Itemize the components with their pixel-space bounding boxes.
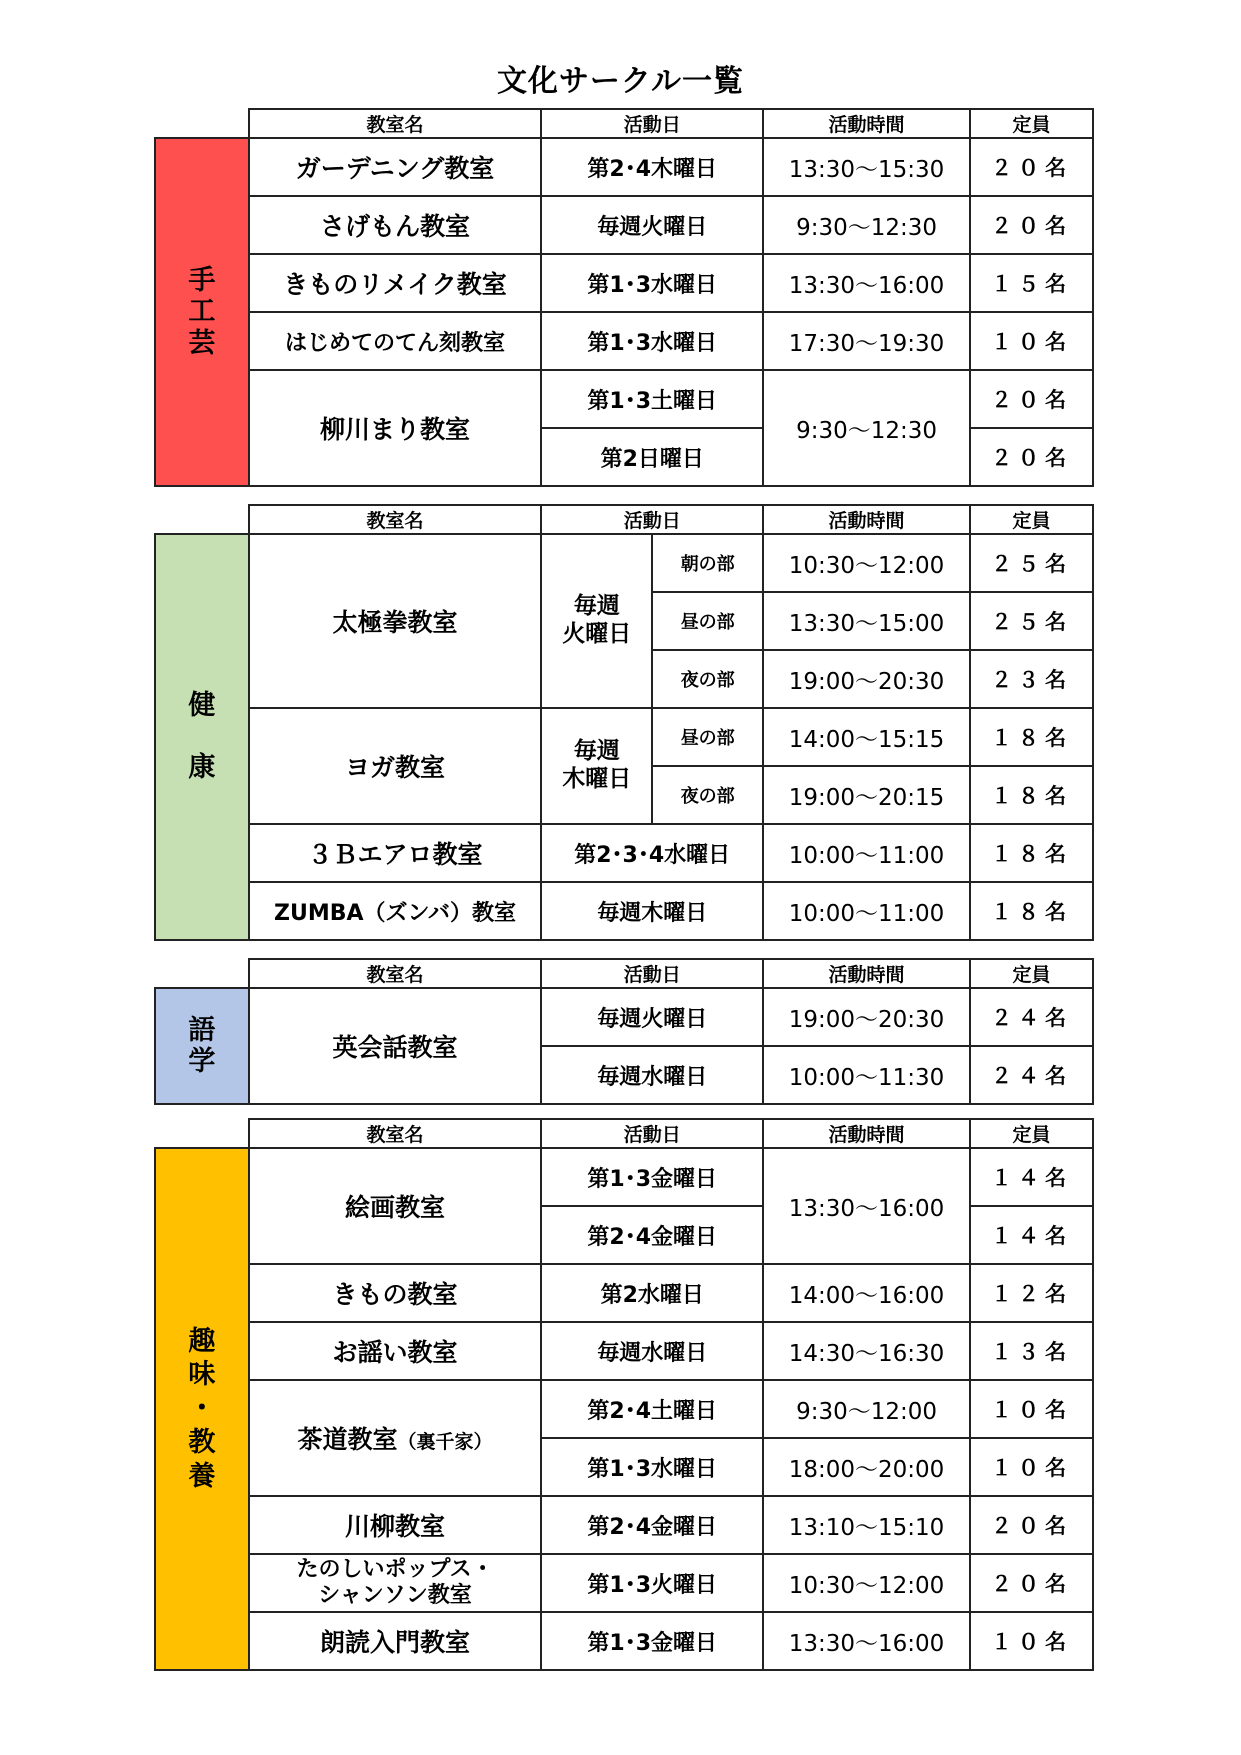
class-day: 毎週火曜日	[541, 196, 763, 254]
class-day: 毎週木曜日	[541, 882, 763, 940]
class-name: さげもん教室	[249, 196, 541, 254]
class-time: 9:30～12:30	[763, 370, 970, 486]
class-capacity: ２０名	[970, 428, 1093, 486]
class-day: 毎週水曜日	[541, 1046, 763, 1104]
class-time: 18:00～20:00	[763, 1438, 970, 1496]
class-part: 昼の部	[652, 592, 763, 650]
class-time: 14:00～16:00	[763, 1264, 970, 1322]
class-time: 19:00～20:30	[763, 988, 970, 1046]
class-day: 第1･3金曜日	[541, 1612, 763, 1670]
class-time: 17:30～19:30	[763, 312, 970, 370]
class-name: お謡い教室	[249, 1322, 541, 1380]
table-row	[155, 1612, 1093, 1670]
class-day: 第2日曜日	[541, 428, 763, 486]
class-day: 第2･4土曜日	[541, 1380, 763, 1438]
class-time: 19:00～20:15	[763, 766, 970, 824]
class-name: きものリメイク教室	[249, 254, 541, 312]
table-row	[155, 534, 1093, 592]
header-time: 活動時間	[763, 505, 970, 534]
class-day: 毎週 火曜日	[541, 534, 652, 708]
class-name-cell	[249, 1554, 541, 1612]
class-day: 毎週水曜日	[541, 1322, 763, 1380]
class-capacity: ２０名	[970, 370, 1093, 428]
class-name: ガーデニング教室	[249, 138, 541, 196]
class-name: 茶道教室	[297, 1425, 398, 1454]
class-name: きもの教室	[249, 1264, 541, 1322]
class-name: ヨガ教室	[249, 708, 541, 824]
class-name-note: （裏千家）	[397, 1431, 493, 1453]
class-capacity: ２０名	[970, 138, 1093, 196]
header-name: 教室名	[249, 505, 541, 534]
class-name-line1: たのしいポップス・	[296, 1556, 494, 1582]
class-capacity: ２０名	[970, 196, 1093, 254]
header-day: 活動日	[541, 959, 763, 988]
hobby-table	[154, 1118, 1094, 1671]
class-name: 朗読入門教室	[249, 1612, 541, 1670]
class-capacity: １０名	[970, 312, 1093, 370]
table-row	[155, 370, 1093, 428]
class-part: 朝の部	[652, 534, 763, 592]
class-day: 毎週 木曜日	[541, 708, 652, 824]
header-day: 活動日	[541, 109, 763, 138]
class-day: 第2･4金曜日	[541, 1206, 763, 1264]
class-capacity: １５名	[970, 254, 1093, 312]
table-row	[155, 1554, 1093, 1612]
class-day: 毎週火曜日	[541, 988, 763, 1046]
table-row	[155, 1322, 1093, 1380]
class-time: 14:00～15:15	[763, 708, 970, 766]
class-time: 13:30～15:00	[763, 592, 970, 650]
header-time: 活動時間	[763, 959, 970, 988]
page-title: 文化サークル一覧	[496, 64, 745, 99]
class-capacity: ２３名	[970, 650, 1093, 708]
table-row	[155, 1380, 1093, 1438]
class-day: 第2･4金曜日	[541, 1496, 763, 1554]
header-time: 活動時間	[763, 1119, 970, 1148]
table-row	[155, 882, 1093, 940]
class-capacity: ２４名	[970, 1046, 1093, 1104]
class-time: 9:30～12:00	[763, 1380, 970, 1438]
class-time: 9:30～12:30	[763, 196, 970, 254]
class-name-line2: シャンソン教室	[318, 1583, 472, 1608]
section-hobby	[154, 1118, 1094, 1671]
table-header-row	[155, 959, 1093, 988]
class-name: ZUMBA（ズンバ）教室	[249, 882, 541, 940]
handicraft-table	[154, 108, 1094, 487]
class-time: 10:00～11:30	[763, 1046, 970, 1104]
table-header-row	[155, 1119, 1093, 1148]
class-name: はじめてのてん刻教室	[249, 312, 541, 370]
header-name: 教室名	[249, 959, 541, 988]
class-time: 13:10～15:10	[763, 1496, 970, 1554]
class-day: 第1･3火曜日	[541, 1554, 763, 1612]
table-row	[155, 988, 1093, 1046]
header-capacity: 定員	[970, 1119, 1093, 1148]
class-time: 10:30～12:00	[763, 534, 970, 592]
class-day: 第1･3金曜日	[541, 1148, 763, 1206]
header-capacity: 定員	[970, 959, 1093, 988]
header-time: 活動時間	[763, 109, 970, 138]
class-capacity: １０名	[970, 1612, 1093, 1670]
class-time: 13:30～16:00	[763, 1612, 970, 1670]
class-time: 13:30～15:30	[763, 138, 970, 196]
class-part: 夜の部	[652, 650, 763, 708]
table-row	[155, 824, 1093, 882]
class-time: 10:00～11:00	[763, 824, 970, 882]
category-handicraft: 手 工 芸	[155, 138, 249, 486]
class-name: 太極拳教室	[249, 534, 541, 708]
section-health	[154, 504, 1094, 941]
language-table	[154, 958, 1094, 1105]
class-name: 柳川まり教室	[249, 370, 541, 486]
class-time: 19:00～20:30	[763, 650, 970, 708]
table-row	[155, 1264, 1093, 1322]
category-hobby: 趣 味 ・ 教 養	[155, 1148, 249, 1670]
class-name: 英会話教室	[249, 988, 541, 1104]
class-time: 10:00～11:00	[763, 882, 970, 940]
class-day: 第1･3水曜日	[541, 254, 763, 312]
class-capacity: ２０名	[970, 1496, 1093, 1554]
class-capacity: １４名	[970, 1148, 1093, 1206]
header-name: 教室名	[249, 1119, 541, 1148]
header-day: 活動日	[541, 1119, 763, 1148]
header-capacity: 定員	[970, 109, 1093, 138]
class-day: 第2水曜日	[541, 1264, 763, 1322]
class-capacity: １２名	[970, 1264, 1093, 1322]
class-part: 夜の部	[652, 766, 763, 824]
table-row	[155, 708, 1093, 766]
class-time: 13:30～16:00	[763, 254, 970, 312]
class-name: 川柳教室	[249, 1496, 541, 1554]
class-capacity: １８名	[970, 882, 1093, 940]
header-day: 活動日	[541, 505, 763, 534]
table-row	[155, 1148, 1093, 1206]
class-part: 昼の部	[652, 708, 763, 766]
table-row	[155, 1496, 1093, 1554]
class-time: 14:30～16:30	[763, 1322, 970, 1380]
class-capacity: １３名	[970, 1322, 1093, 1380]
table-row	[155, 138, 1093, 196]
table-row	[155, 312, 1093, 370]
class-capacity: ２５名	[970, 534, 1093, 592]
table-header-row	[155, 505, 1093, 534]
table-row	[155, 196, 1093, 254]
class-name: ３Ｂエアロ教室	[249, 824, 541, 882]
class-capacity: １８名	[970, 824, 1093, 882]
class-day: 第2･3･4水曜日	[541, 824, 763, 882]
table-row	[155, 254, 1093, 312]
class-capacity: ２０名	[970, 1554, 1093, 1612]
class-capacity: １８名	[970, 708, 1093, 766]
header-name: 教室名	[249, 109, 541, 138]
header-capacity: 定員	[970, 505, 1093, 534]
class-name-cell	[249, 1380, 541, 1496]
class-day: 第1･3土曜日	[541, 370, 763, 428]
class-capacity: １４名	[970, 1206, 1093, 1264]
category-health: 健 康	[155, 534, 249, 940]
health-table	[154, 504, 1094, 941]
category-language: 語 学	[155, 988, 249, 1104]
class-time: 13:30～16:00	[763, 1148, 970, 1264]
class-day: 第1･3水曜日	[541, 1438, 763, 1496]
section-language	[154, 958, 1094, 1105]
table-header-row	[155, 109, 1093, 138]
class-capacity: １０名	[970, 1438, 1093, 1496]
section-handicraft	[154, 108, 1094, 487]
class-capacity: １０名	[970, 1380, 1093, 1438]
class-time: 10:30～12:00	[763, 1554, 970, 1612]
class-day: 第1･3水曜日	[541, 312, 763, 370]
class-capacity: ２４名	[970, 988, 1093, 1046]
class-capacity: ２５名	[970, 592, 1093, 650]
class-capacity: １８名	[970, 766, 1093, 824]
class-day: 第2･4木曜日	[541, 138, 763, 196]
class-name: 絵画教室	[249, 1148, 541, 1264]
